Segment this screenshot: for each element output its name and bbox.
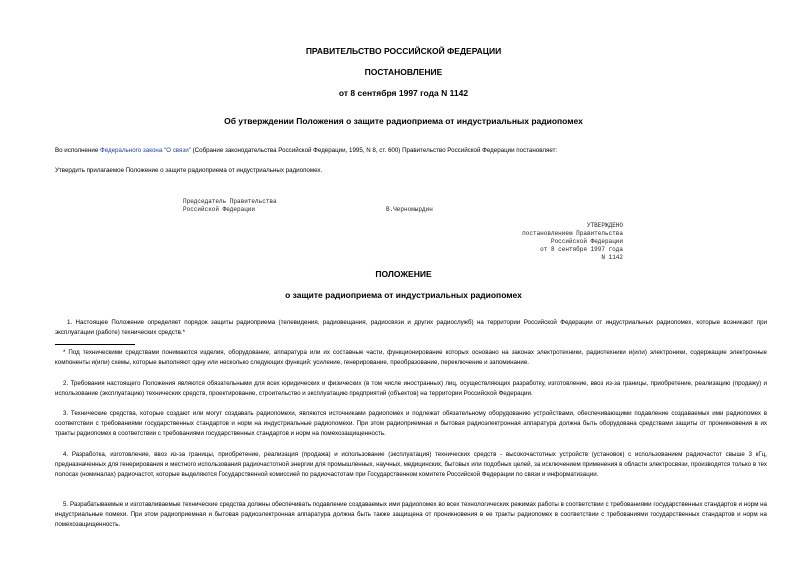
regulation-title: ПОЛОЖЕНИЕ <box>375 269 432 279</box>
regulation-subtitle: о защите радиоприема от индустриальных радиопомех <box>285 290 522 300</box>
document-type-heading: ПОСТАНОВЛЕНИЕ <box>364 67 443 77</box>
paragraph-3: 3. Технические средства, которые создают или могут создавать радиопомехи, являются источниками радиопомех и подлежат обязательному оборудованию устройствами, обеспечивающими подавление создаваемых ими радиопомех в соответствии с требованиями государственных стандартов и норм на индустриальные радиопомехи. При этом радиоприемная и бытовая радиоэлектронная аппаратура должна быть оборудована средствами защиты от проникновения в их тракты радиопомех в соответствии с требованиями государственных стандартов и норм на помехозащищенность. <box>55 410 767 437</box>
preamble <box>55 146 755 156</box>
approval-line4: от 8 сентября 1997 года <box>540 246 623 253</box>
federal-law-link[interactable]: Федерального закона "О связи" <box>100 147 191 154</box>
approval-line5: N 1142 <box>601 254 623 261</box>
footnote: * Под техническими средствами понимаются изделия, оборудование, аппаратура или их составные части, функционирование которых основано на законах электротехники, радиотехники и(или) электроники, содержащие электронные компоненты и(или) схемы, которые выполняют одну или несколько следующих функций: усиление, генерирование, преобразование, переключение и запоминание. <box>55 349 767 366</box>
government-heading: ПРАВИТЕЛЬСТВО РОССИЙСКОЙ ФЕДЕРАЦИИ <box>305 46 502 56</box>
paragraph-4: 4. Разработка, изготовление, ввоз из-за границы, приобретение, реализация (продажа) и использование (эксплуатация) технических средств - высокочастотных устройств (установок) с использованием радиочастот свыше 3 кГц, предназначенных для генерирования и местного использования радиочастотной энергии для промышленных, научных, медицинских, бытовых или подобных целей, за исключением применения в области электросвязи, производятся только в тех полосах (номиналах) радиочастот, которые выделяются Государственной комиссией по радиочастотам при Государственном комитете Российской Федерации по связи и информатизации. <box>55 451 767 478</box>
signature-position-line2: Российской Федерации <box>183 206 256 213</box>
footnote-divider <box>55 344 135 345</box>
preamble-text-after: (Собрание законодательства Российской Федерации, 1995, N 8, ст. 600) Правительство Российской Федерации постановляет: <box>190 147 558 154</box>
paragraph-1: 1. Настоящее Положение определяет порядок защиты радиоприема (телевидения, радиовещания, радиосвязи и других радиослужб) на территории Российской Федерации от индустриальных радиопомех, которые возникают при эксплуатации (работе) технических средств.* <box>55 319 767 336</box>
approval-line2: постановлением Правительства <box>522 230 623 237</box>
document-title: Об утверждении Положения о защите радиоприема от индустриальных радиопомех <box>224 116 583 126</box>
resolution-text: Утвердить прилагаемое Положение о защите радиоприема от индустриальных радиопомех. <box>55 167 323 174</box>
approval-line1: УТВЕРЖДЕНО <box>586 222 623 229</box>
signature-position-line1: Председатель Правительства <box>183 198 277 205</box>
signature-name: В.Черномырдин <box>386 206 433 213</box>
paragraph-5: 5. Разрабатываемые и изготавливаемые технические средства должны обеспечивать подавление создаваемых ими радиопомех во всех технологических режимах работы в соответствии с требованиями государственных стандартов и норм на индустриальные помехи. При этом радиоприемная и бытовая радиоэлектронная аппаратура должна быть также защищена от проникновения в ее тракты радиопомех в соответствии с требованиями государственных стандартов и норм на помехозащищенность. <box>55 501 767 528</box>
date-number-heading: от 8 сентября 1997 года N 1142 <box>338 88 469 98</box>
preamble-text-before: Во исполнение <box>55 147 100 154</box>
approval-line3: Российской Федерации <box>550 238 623 245</box>
paragraph-2: 2. Требования настоящего Положения являются обязательными для всех юридических и физических (в том числе иностранных) лиц, осуществляющих разработку, изготовление, ввоз из-за границы, приобретение, реализацию (продажу) и использование (эксплуатацию) технических средств, проектирование, строительство и эксплуатацию предприятий (объектов) на территории Российской Федерации. <box>55 380 767 397</box>
